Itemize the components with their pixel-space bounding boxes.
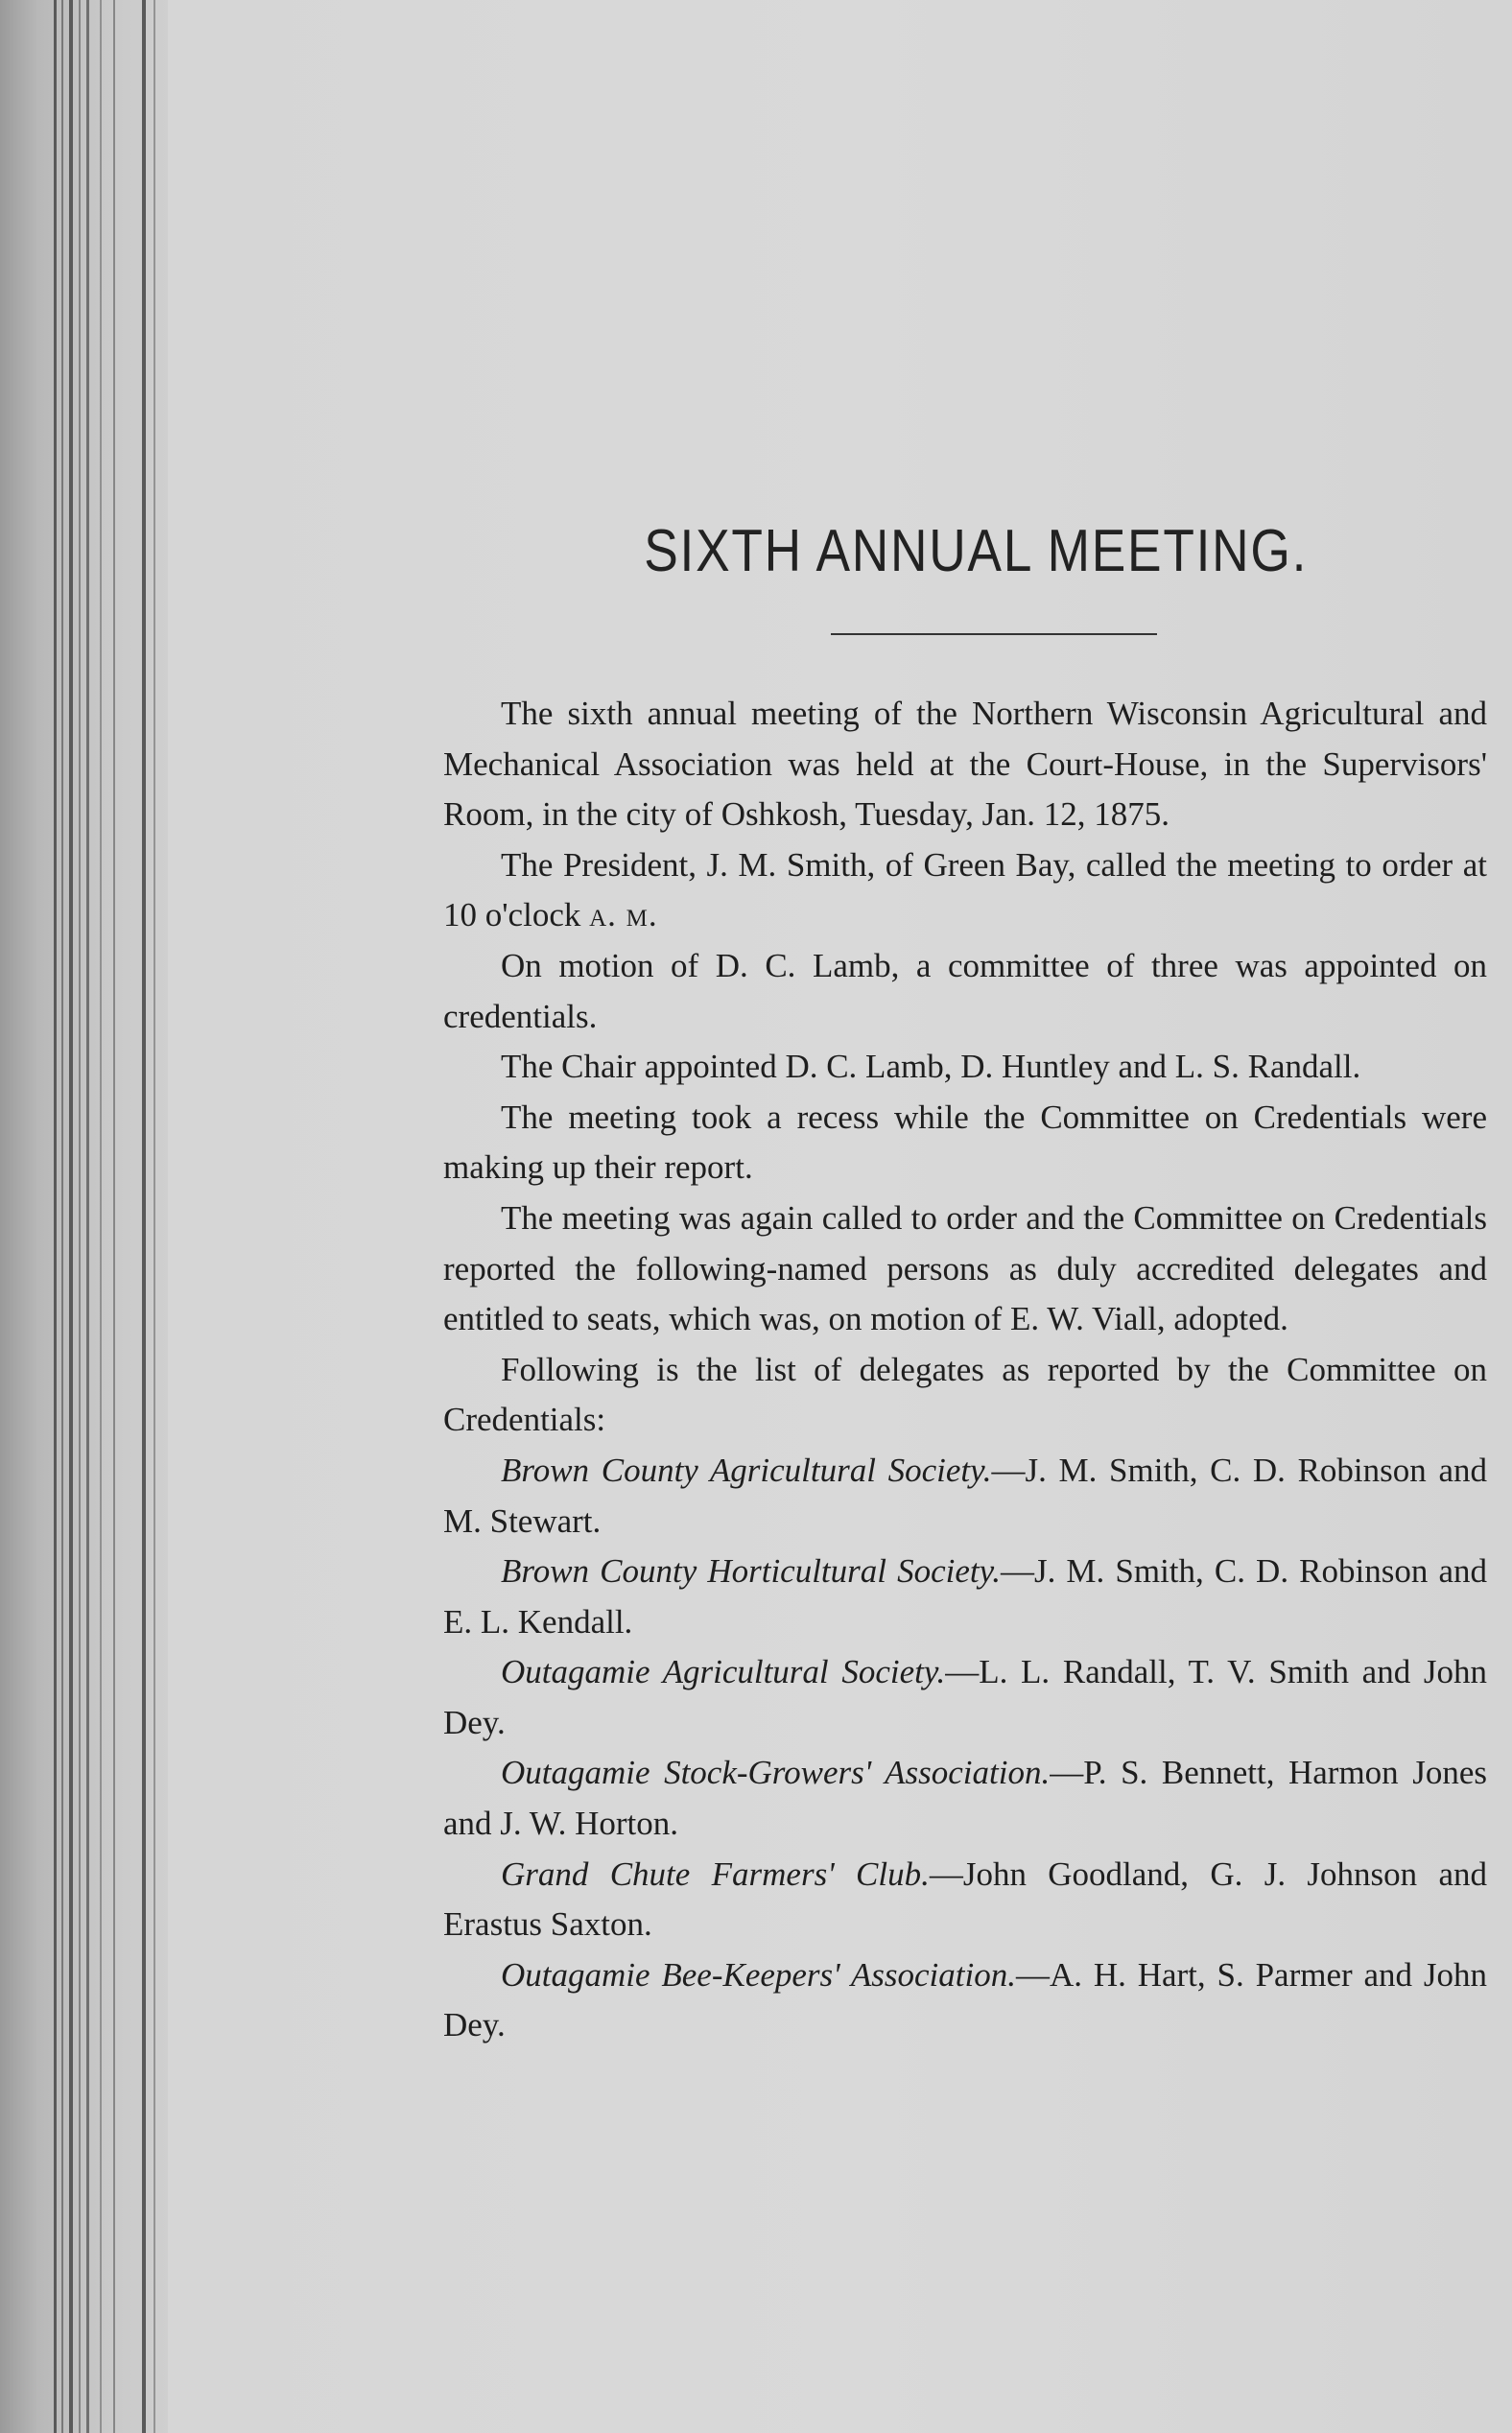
delegate-names: —P. S. Bennett, Harmon Jones and J. W. Horton. [443, 1754, 1487, 1843]
delegation-entry [443, 1547, 1487, 1647]
delegation-entry [443, 1950, 1487, 2051]
paragraph [443, 840, 1487, 941]
page-fold-line [142, 0, 146, 2433]
paragraph-text: The President, J. M. Smith, of Green Bay, called the meeting to order at 10 o'clock [443, 845, 1487, 934]
society-name: Brown County Horticultural Society. [501, 1552, 1001, 1591]
page-edge-line [61, 0, 63, 2433]
time-suffix: a. m. [589, 896, 658, 934]
page-content [443, 518, 1487, 2051]
paragraph: The meeting took a recess while the Committee on Credentials were making up their report. [443, 1098, 1487, 1187]
society-name: Outagamie Stock-Growers' Association. [501, 1754, 1051, 1792]
paragraph: Following is the list of delegates as reported by the Committee on Credentials: [443, 1350, 1487, 1439]
page-edge-line [69, 0, 73, 2433]
page-fold-line [154, 0, 155, 2433]
delegate-names: —A. H. Hart, S. Parmer and John Dey. [443, 1955, 1487, 2044]
paragraph: The Chair appointed D. C. Lamb, D. Huntley and L. S. Randall. [501, 1048, 1361, 1086]
body-text [443, 689, 1487, 2051]
delegate-names: —L. L. Randall, T. V. Smith and John Dey. [443, 1653, 1488, 1741]
society-name: Outagamie Bee-Keepers' Association. [501, 1955, 1016, 1994]
delegate-names: —J. M. Smith, C. D. Robinson and E. L. Kendall. [443, 1552, 1487, 1641]
page-edge-line [86, 0, 89, 2433]
delegation-entry [443, 1748, 1487, 1849]
page-edge-line [100, 0, 102, 2433]
page-edge-line [113, 0, 115, 2433]
paragraph: The sixth annual meeting of the Northern Wisconsin Agricultural and Mechanical Association was held at the Court-House, in the Supervisors' Room, in the city of Oshkosh, Tuesday, Jan. 12, 1875. [443, 695, 1487, 834]
page-edge-line [54, 0, 57, 2433]
delegation-entry [443, 1647, 1487, 1748]
delegate-names: —John Goodland, G. J. Johnson and Erastus Saxton. [443, 1854, 1488, 1944]
paragraph: On motion of D. C. Lamb, a committee of three was appointed on credentials. [443, 946, 1487, 1035]
delegation-entry [443, 1850, 1487, 1950]
paragraph: The meeting was again called to order and the Committee on Credentials reported the following-named persons as duly accredited delegates and entitled to seats, which was, on motion of E. W. Viall, adopted. [443, 1198, 1487, 1338]
page-edge-line [79, 0, 81, 2433]
society-name: Brown County Agricultural Society. [501, 1451, 992, 1489]
page-title: SIXTH ANNUAL MEETING. [644, 518, 1309, 584]
book-gutter [0, 0, 168, 2433]
society-name: Grand Chute Farmers' Club. [501, 1854, 930, 1893]
delegate-names: —J. M. Smith, C. D. Robinson and M. Stewart. [443, 1451, 1487, 1540]
title-rule [831, 633, 1157, 635]
society-name: Outagamie Agricultural Society. [501, 1653, 946, 1691]
delegation-entry [443, 1446, 1487, 1547]
